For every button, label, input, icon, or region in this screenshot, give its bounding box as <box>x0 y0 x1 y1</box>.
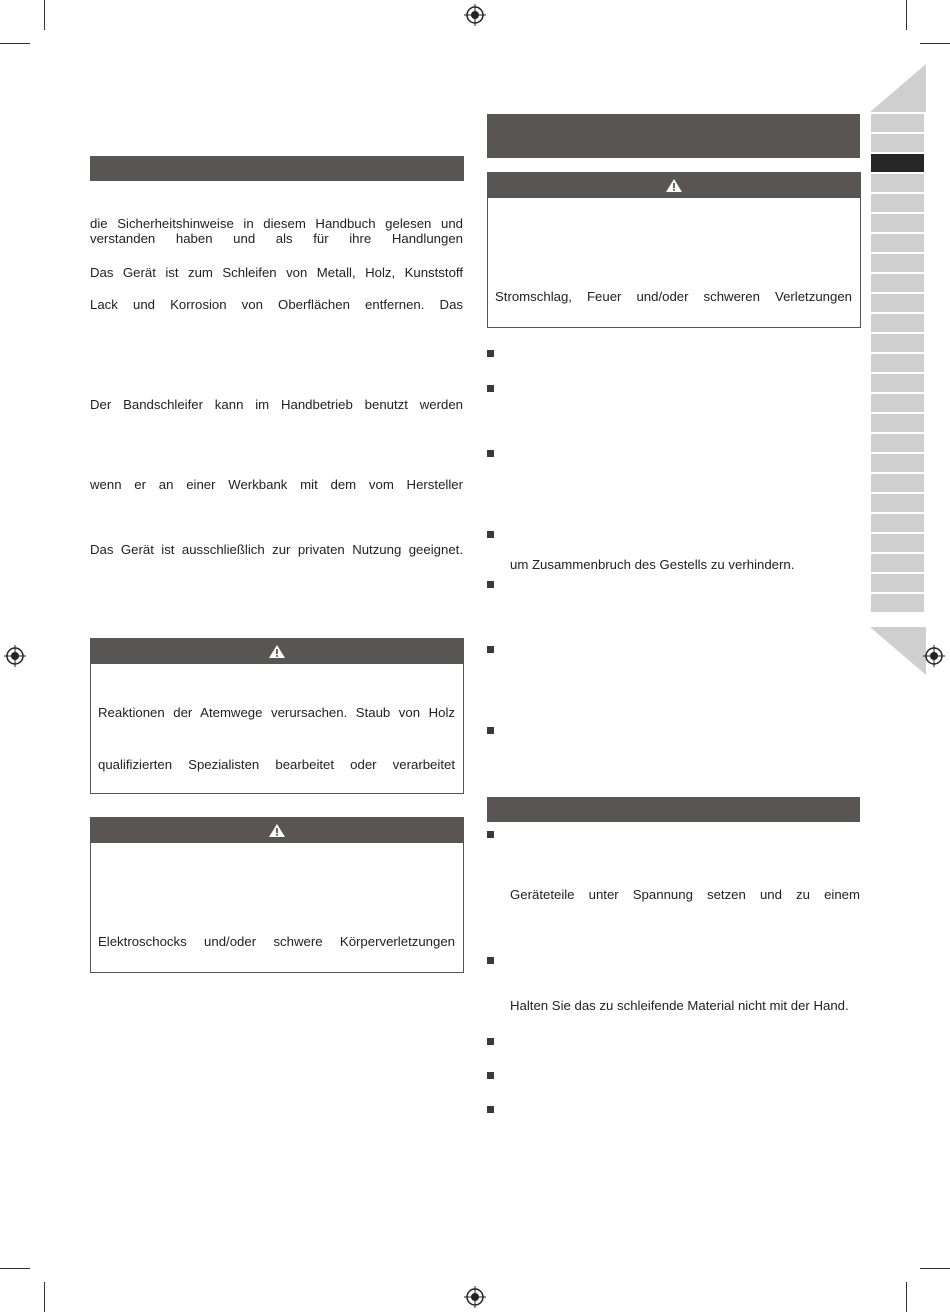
bullet-icon <box>487 1038 494 1045</box>
tab-stripe <box>871 374 924 392</box>
warning-text: Stromschlag, Feuer und/oder schweren Verletzungen <box>495 289 852 304</box>
list-item-text: um Zusammenbruch des Gestells zu verhindern. <box>510 557 795 572</box>
bullet-icon <box>487 831 494 838</box>
tab-stripe <box>871 394 924 412</box>
tab-stripe <box>871 594 924 612</box>
section-header-bar <box>487 797 860 822</box>
warning-box <box>90 638 464 794</box>
crop-mark <box>906 0 907 30</box>
list-item-text: Halten Sie das zu schleifende Material nicht mit der Hand. <box>510 998 849 1013</box>
intro-paragraph: die Sicherheitshinweise in diesem Handbuch gelesen und verstanden haben und als für ihre Handlungen <box>90 216 463 246</box>
intended-use-line: Lack und Korrosion von Oberflächen entfernen. Das <box>90 297 463 312</box>
registration-mark-icon <box>464 1286 486 1308</box>
warning-text: Elektroschocks und/oder schwere Körperverletzungen <box>98 934 455 949</box>
section-header-bar <box>487 114 860 158</box>
tab-stripe <box>871 414 924 432</box>
tab-stripe <box>871 174 924 192</box>
tab-stripe <box>871 334 924 352</box>
bullet-icon <box>487 581 494 588</box>
bullet-icon <box>487 727 494 734</box>
crop-mark <box>0 43 30 44</box>
tab-stripe-active <box>871 154 924 172</box>
registration-mark-icon <box>4 645 26 667</box>
tab-stripe <box>871 434 924 452</box>
crop-mark <box>0 1268 30 1269</box>
warning-triangle-icon <box>268 823 286 838</box>
list-item-text: Geräteteile unter Spannung setzen und zu einem <box>510 887 860 902</box>
warning-triangle-icon <box>268 644 286 659</box>
bullet-icon <box>487 1072 494 1079</box>
tab-stripe <box>871 354 924 372</box>
warning-text: Reaktionen der Atemwege verursachen. Staub von Holz <box>98 705 455 720</box>
bullet-icon <box>487 531 494 538</box>
bullet-icon <box>487 385 494 392</box>
warning-box <box>487 172 861 328</box>
tab-stripe <box>871 474 924 492</box>
tab-triangle-bottom <box>870 627 926 675</box>
bullet-icon <box>487 646 494 653</box>
tab-stripe <box>871 454 924 472</box>
crop-mark <box>920 1268 950 1269</box>
tab-stripe <box>871 534 924 552</box>
tab-stripe <box>871 274 924 292</box>
bullet-icon <box>487 450 494 457</box>
usage-line: wenn er an einer Werkbank mit dem vom Hersteller <box>90 477 463 492</box>
tab-stripe <box>871 234 924 252</box>
tab-triangle-top <box>870 64 926 112</box>
bullet-icon <box>487 350 494 357</box>
tab-stripe <box>871 514 924 532</box>
warning-text: qualifizierten Spezialisten bearbeitet oder verarbeitet <box>98 757 455 772</box>
tab-stripe <box>871 114 924 132</box>
tab-stripe <box>871 494 924 512</box>
tab-stripe <box>871 134 924 152</box>
warning-triangle-icon <box>665 178 683 193</box>
tab-stripe <box>871 194 924 212</box>
bullet-icon <box>487 957 494 964</box>
tab-stripe <box>871 254 924 272</box>
crop-mark <box>906 1282 907 1312</box>
warning-box <box>90 817 464 973</box>
intended-use-line: Das Gerät ist zum Schleifen von Metall, Holz, Kunststoff <box>90 265 463 280</box>
bullet-icon <box>487 1106 494 1113</box>
warning-header <box>488 173 860 198</box>
section-header-bar <box>90 156 464 181</box>
tab-stripe <box>871 314 924 332</box>
usage-line: Der Bandschleifer kann im Handbetrieb benutzt werden <box>90 397 463 412</box>
registration-mark-icon <box>464 4 486 26</box>
warning-header <box>91 818 463 843</box>
crop-mark <box>920 43 950 44</box>
registration-mark-icon <box>923 645 945 667</box>
tab-stripe <box>871 554 924 572</box>
crop-mark <box>44 1282 45 1312</box>
private-use-line: Das Gerät ist ausschließlich zur privaten Nutzung geeignet. <box>90 542 463 557</box>
warning-header <box>91 639 463 664</box>
tab-stripe <box>871 294 924 312</box>
crop-mark <box>44 0 45 30</box>
tab-stripe <box>871 574 924 592</box>
tab-stripe <box>871 214 924 232</box>
